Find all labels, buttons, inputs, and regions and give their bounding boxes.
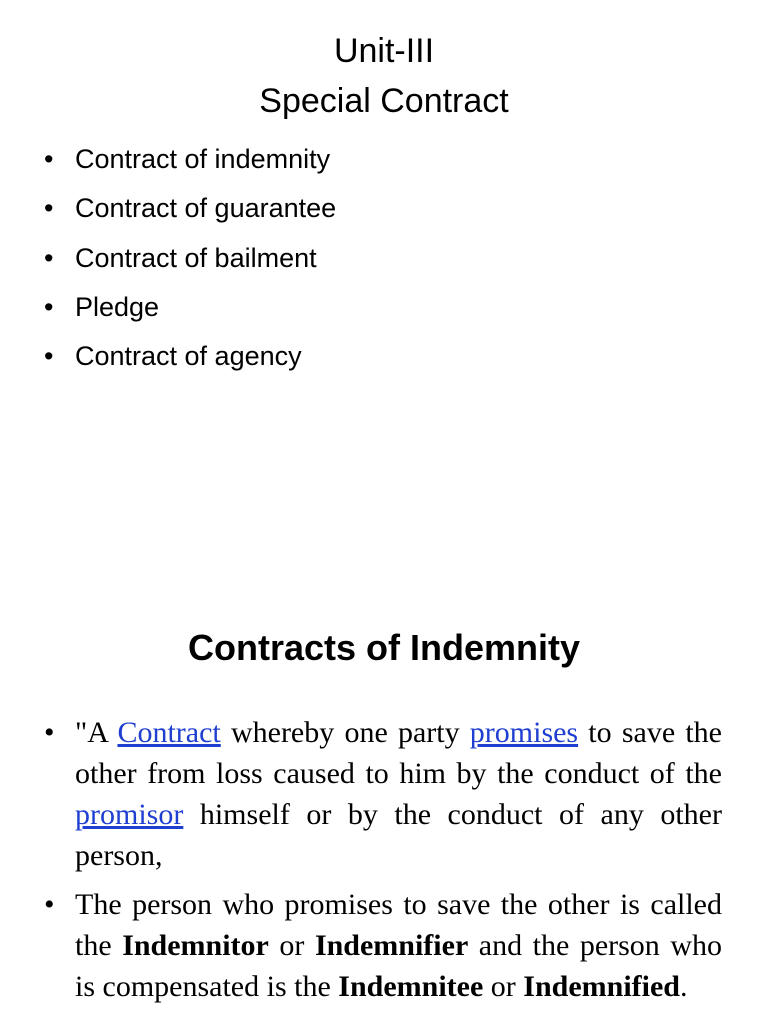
list-item xyxy=(44,286,336,335)
text-span: "A xyxy=(75,716,118,749)
bullet-icon: • xyxy=(44,291,54,322)
list-item-label: Pledge xyxy=(75,291,160,322)
definition-list xyxy=(44,712,722,1015)
slide-title: Contracts of Indemnity xyxy=(187,627,581,668)
promisor-link[interactable]: promisor xyxy=(75,798,184,831)
title-line-unit: Unit-III xyxy=(333,32,435,70)
topic-list xyxy=(44,138,336,384)
list-item xyxy=(44,335,336,384)
definition-bullet xyxy=(44,884,722,1007)
list-item-label: Contract of indemnity xyxy=(75,144,331,174)
bullet-icon: • xyxy=(44,888,55,921)
slide-contracts-of-indemnity xyxy=(0,576,768,1024)
list-item xyxy=(44,237,336,286)
slide-title xyxy=(0,26,768,126)
list-item-label: Contract of agency xyxy=(75,341,302,372)
text-span: to save the other from loss caused to him by the conduct of the xyxy=(75,716,722,790)
promises-link[interactable]: promises xyxy=(469,716,579,749)
list-item-label: Contract of bailment xyxy=(75,242,317,273)
text-span: or xyxy=(483,970,524,1003)
text-span: himself or by the conduct of any other person, xyxy=(75,798,722,872)
bullet-icon: • xyxy=(44,716,55,749)
list-item xyxy=(44,187,336,236)
contract-link[interactable]: Contract xyxy=(117,716,221,749)
text-span: and the person who is compensated is the xyxy=(75,929,722,1003)
text-span: whereby one party xyxy=(220,716,470,749)
bullet-icon: • xyxy=(44,193,54,224)
term-indemnifier: Indemnifier xyxy=(314,929,469,962)
term-indemnitee: Indemnitee xyxy=(338,970,484,1003)
list-item xyxy=(44,138,336,187)
bullet-icon: • xyxy=(44,341,54,372)
term-indemnified: Indemnified xyxy=(523,970,680,1003)
text-span: . xyxy=(679,970,688,1003)
text-span: or xyxy=(268,929,315,962)
bullet-icon: • xyxy=(44,242,54,273)
list-item-label: Contract of guarantee xyxy=(75,193,337,224)
term-indemnitor: Indemnitor xyxy=(122,929,269,962)
title-line-special-contract: Special Contract xyxy=(259,82,509,120)
definition-bullet xyxy=(44,712,722,876)
text-span: The person who promises to save the other is called the xyxy=(75,888,722,962)
bullet-icon: • xyxy=(44,144,54,174)
